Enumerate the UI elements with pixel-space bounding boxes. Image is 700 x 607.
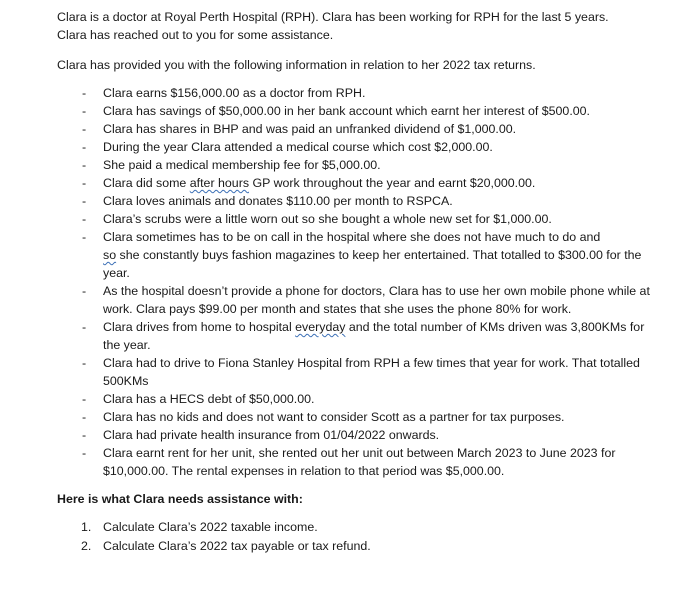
tasks-list — [57, 518, 657, 556]
task-text: Calculate Clara’s 2022 tax payable or tax refund. — [103, 539, 371, 553]
list-item — [57, 318, 657, 354]
list-item — [57, 390, 657, 408]
task-number: 2. — [81, 539, 92, 553]
list-item — [57, 210, 657, 228]
list-item — [57, 426, 657, 444]
list-item-text: Clara earns $156,000.00 as a doctor from RPH. — [103, 86, 366, 100]
intro-line-2: Clara has reached out to you for some assistance. — [57, 28, 334, 42]
task-item — [57, 518, 657, 537]
list-item-text: Clara had private health insurance from 01/04/2022 onwards. — [103, 428, 440, 442]
list-item — [57, 84, 657, 102]
task-item — [57, 537, 657, 556]
list-item — [57, 444, 657, 480]
intro-paragraph — [57, 8, 657, 44]
list-item-text: Clara earnt rent for her unit, she rented out her unit out between March 2023 to June 2023 for $10,000.00. The rental expenses in relation to that period was $5,000.00. — [103, 446, 616, 478]
list-item-text: Clara has no kids and does not want to consider Scott as a partner for tax purposes. — [103, 410, 565, 424]
list-item-text: she constantly buys fashion magazines to keep her entertained. That totalled to $300.00 for the year. — [103, 248, 642, 280]
list-item-text: She paid a medical membership fee for $5,000.00. — [103, 158, 381, 172]
list-item-text: Clara had to drive to Fiona Stanley Hospital from RPH a few times that year for work. That totalled 500KMs — [103, 356, 640, 388]
list-item — [57, 138, 657, 156]
list-item — [57, 120, 657, 138]
list-item — [57, 408, 657, 426]
list-item-text: Clara has a HECS debt of $50,000.00. — [103, 392, 315, 406]
spellcheck-marked-word: after hours — [189, 176, 250, 190]
list-item-text: Clara has savings of $50,000.00 in her bank account which earnt her interest of $500.00. — [103, 104, 590, 118]
intro-line-1: Clara is a doctor at Royal Perth Hospital (RPH). Clara has been working for RPH for the last 5 years. — [57, 10, 609, 24]
spellcheck-marked-word: so — [103, 248, 117, 262]
assistance-heading: Here is what Clara needs assistance with: — [57, 492, 303, 506]
list-item-text: As the hospital doesn’t provide a phone for doctors, Clara has to use her own mobile phone while at work. Clara pays $99.00 per month and states that she uses the phone 80% for work. — [103, 284, 650, 316]
task-text: Calculate Clara’s 2022 taxable income. — [103, 520, 318, 534]
list-item — [57, 192, 657, 210]
list-item — [57, 174, 657, 192]
list-item-text: Clara drives from home to hospital — [103, 320, 296, 334]
list-item-text: Clara sometimes has to be on call in the hospital where she does not have much to do and — [103, 230, 601, 244]
list-item-text: GP work throughout the year and earnt $20,000.00. — [249, 176, 536, 190]
lead-paragraph: Clara has provided you with the following information in relation to her 2022 tax returns. — [57, 58, 536, 72]
list-item — [57, 354, 657, 390]
document-page — [57, 8, 657, 556]
list-item-text: Clara did some — [103, 176, 190, 190]
task-number: 1. — [81, 520, 92, 534]
list-item-text: Clara has shares in BHP and was paid an unfranked dividend of $1,000.00. — [103, 122, 517, 136]
list-item-text: Clara’s scrubs were a little worn out so she bought a whole new set for $1,000.00. — [103, 212, 552, 226]
list-item — [57, 102, 657, 120]
spellcheck-marked-word: everyday — [295, 320, 346, 334]
list-item-text: Clara loves animals and donates $110.00 per month to RSPCA. — [103, 194, 453, 208]
list-item — [57, 156, 657, 174]
list-item — [57, 282, 657, 318]
list-item-text: and the total number of KMs driven was 3,800KMs for the year. — [103, 320, 645, 352]
list-item-text: During the year Clara attended a medical course which cost $2,000.00. — [103, 140, 493, 154]
facts-list — [57, 84, 657, 480]
list-item — [57, 228, 657, 282]
